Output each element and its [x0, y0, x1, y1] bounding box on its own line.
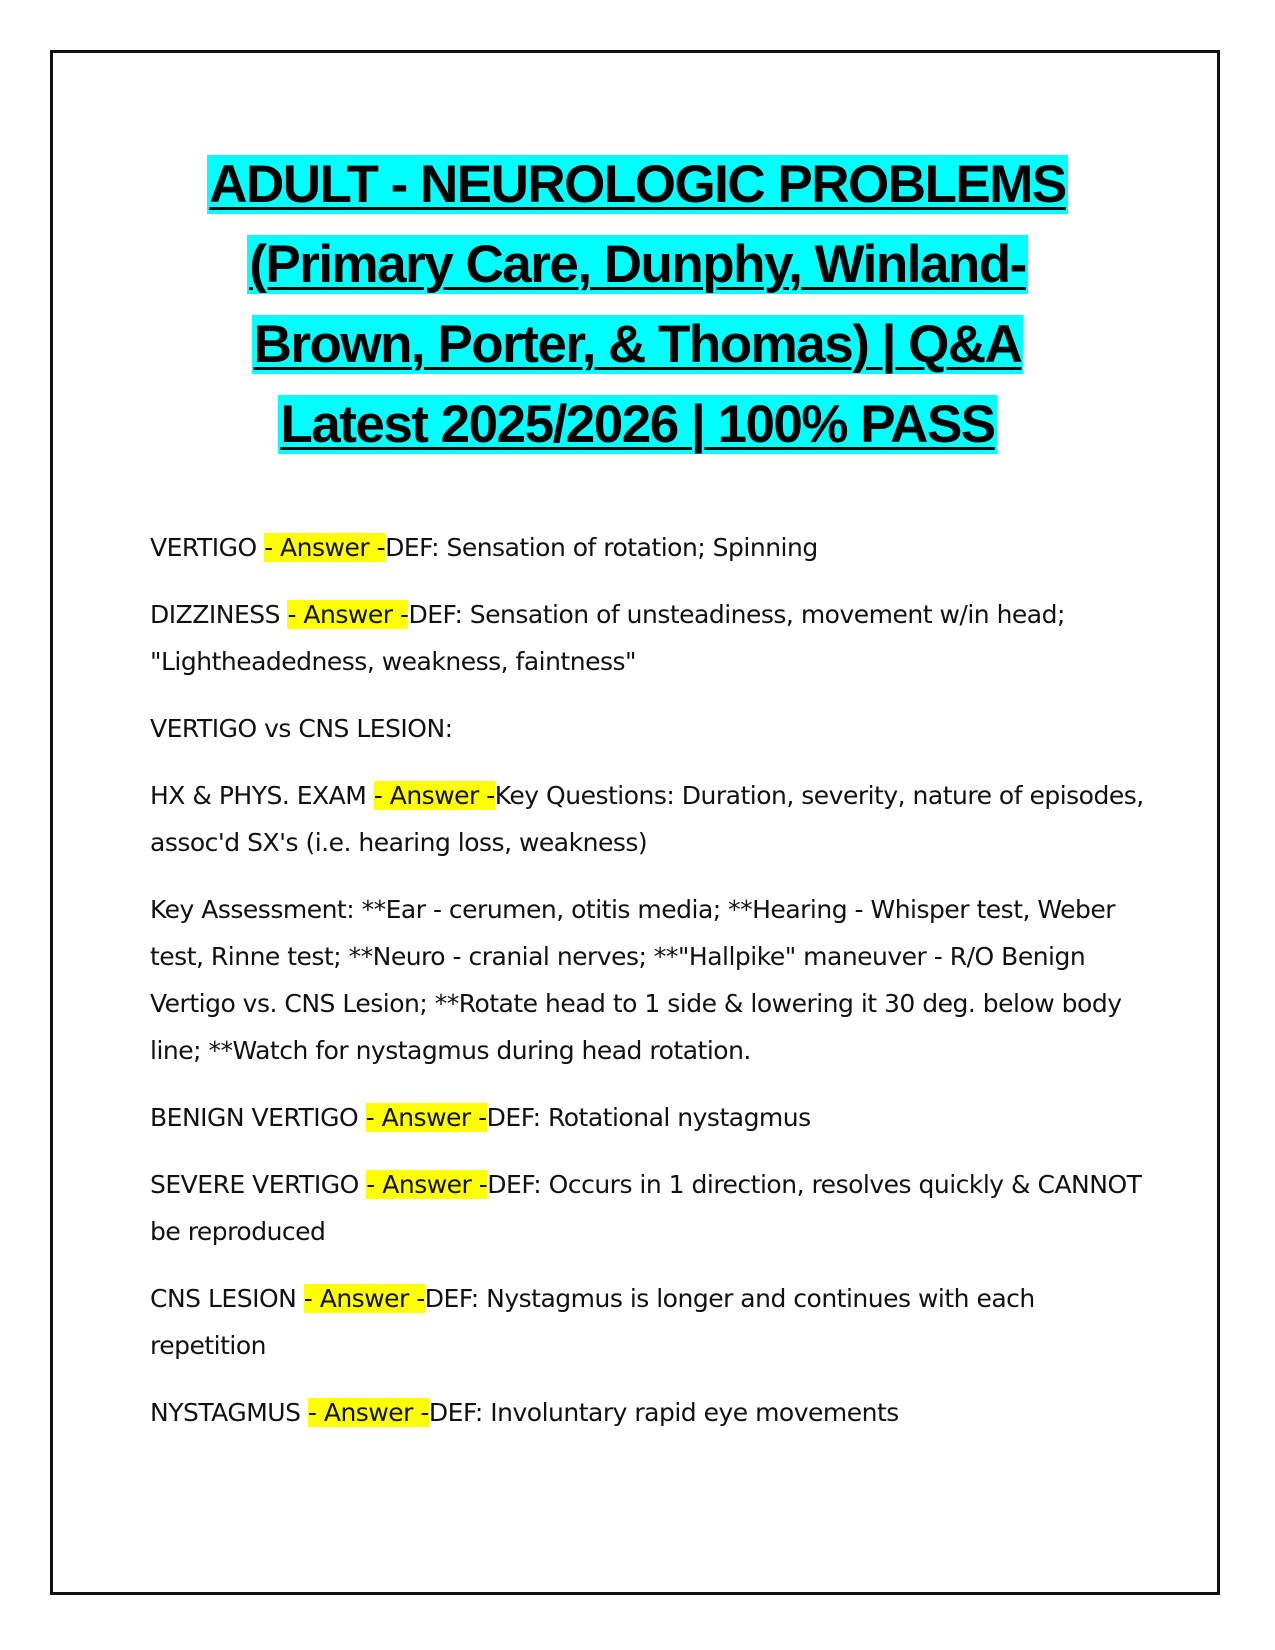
qa-entry	[150, 1275, 1150, 1369]
qa-entry	[150, 1389, 1150, 1436]
answer-marker: - Answer -	[264, 533, 386, 562]
title-line	[95, 145, 1180, 225]
title-line-text: Brown, Porter, & Thomas) | Q&A	[253, 315, 1022, 374]
qa-answer: DEF: Involuntary rapid eye movements	[428, 1398, 899, 1427]
qa-answer: DEF: Sensation of unsteadiness, movement w/in head; "Lightheadedness, weakness, faintness"	[150, 600, 1065, 676]
title-line	[95, 225, 1180, 305]
answer-marker: - Answer -	[287, 600, 409, 629]
title-line-text: (Primary Care, Dunphy, Winland-	[249, 235, 1026, 294]
answer-marker: - Answer -	[366, 1170, 488, 1199]
qa-term: Key Assessment: **Ear - cerumen, otitis media; **Hearing - Whisper test, Weber test, Rinne test; **Neuro - cranial nerves; **"Hallpike" maneuver - R/O Benign Vertigo vs. CNS Lesion; **Rotate head to 1 side & lowering it 30 deg. below body line; **Watch for nystagmus during head rotation.	[150, 895, 1122, 1065]
answer-marker: - Answer -	[307, 1398, 429, 1427]
answer-marker: - Answer -	[373, 781, 495, 810]
qa-answer: Key Questions: Duration, severity, nature of episodes, assoc'd SX's (i.e. hearing loss, weakness)	[150, 781, 1144, 857]
qa-answer: DEF: Sensation of rotation; Spinning	[385, 533, 818, 562]
qa-entry	[150, 772, 1150, 866]
qa-list	[150, 524, 1150, 1456]
answer-marker: - Answer -	[303, 1284, 425, 1313]
title-line	[95, 385, 1180, 465]
document-title	[95, 145, 1180, 465]
qa-term: NYSTAGMUS	[150, 1398, 308, 1427]
qa-term: CNS LESION	[150, 1284, 304, 1313]
qa-entry	[150, 1094, 1150, 1141]
qa-answer: DEF: Occurs in 1 direction, resolves quickly & CANNOT be reproduced	[150, 1170, 1142, 1246]
qa-term: BENIGN VERTIGO	[150, 1103, 366, 1132]
key-assessment-paragraph	[150, 886, 1150, 1074]
qa-term: DIZZINESS	[150, 600, 288, 629]
title-line	[95, 305, 1180, 385]
answer-marker: - Answer -	[365, 1103, 487, 1132]
qa-entry	[150, 591, 1150, 685]
qa-entry	[150, 1161, 1150, 1255]
qa-term: VERTIGO	[150, 533, 265, 562]
qa-term: VERTIGO vs CNS LESION:	[150, 714, 453, 743]
title-line-text: Latest 2025/2026 | 100% PASS	[280, 395, 995, 454]
qa-answer: DEF: Nystagmus is longer and continues with each repetition	[150, 1284, 1035, 1360]
title-line-text: ADULT - NEUROLOGIC PROBLEMS	[209, 155, 1066, 214]
qa-term: HX & PHYS. EXAM	[150, 781, 374, 810]
section-heading	[150, 705, 1150, 752]
qa-term: SEVERE VERTIGO	[150, 1170, 367, 1199]
qa-answer: DEF: Rotational nystagmus	[486, 1103, 811, 1132]
qa-entry	[150, 524, 1150, 571]
